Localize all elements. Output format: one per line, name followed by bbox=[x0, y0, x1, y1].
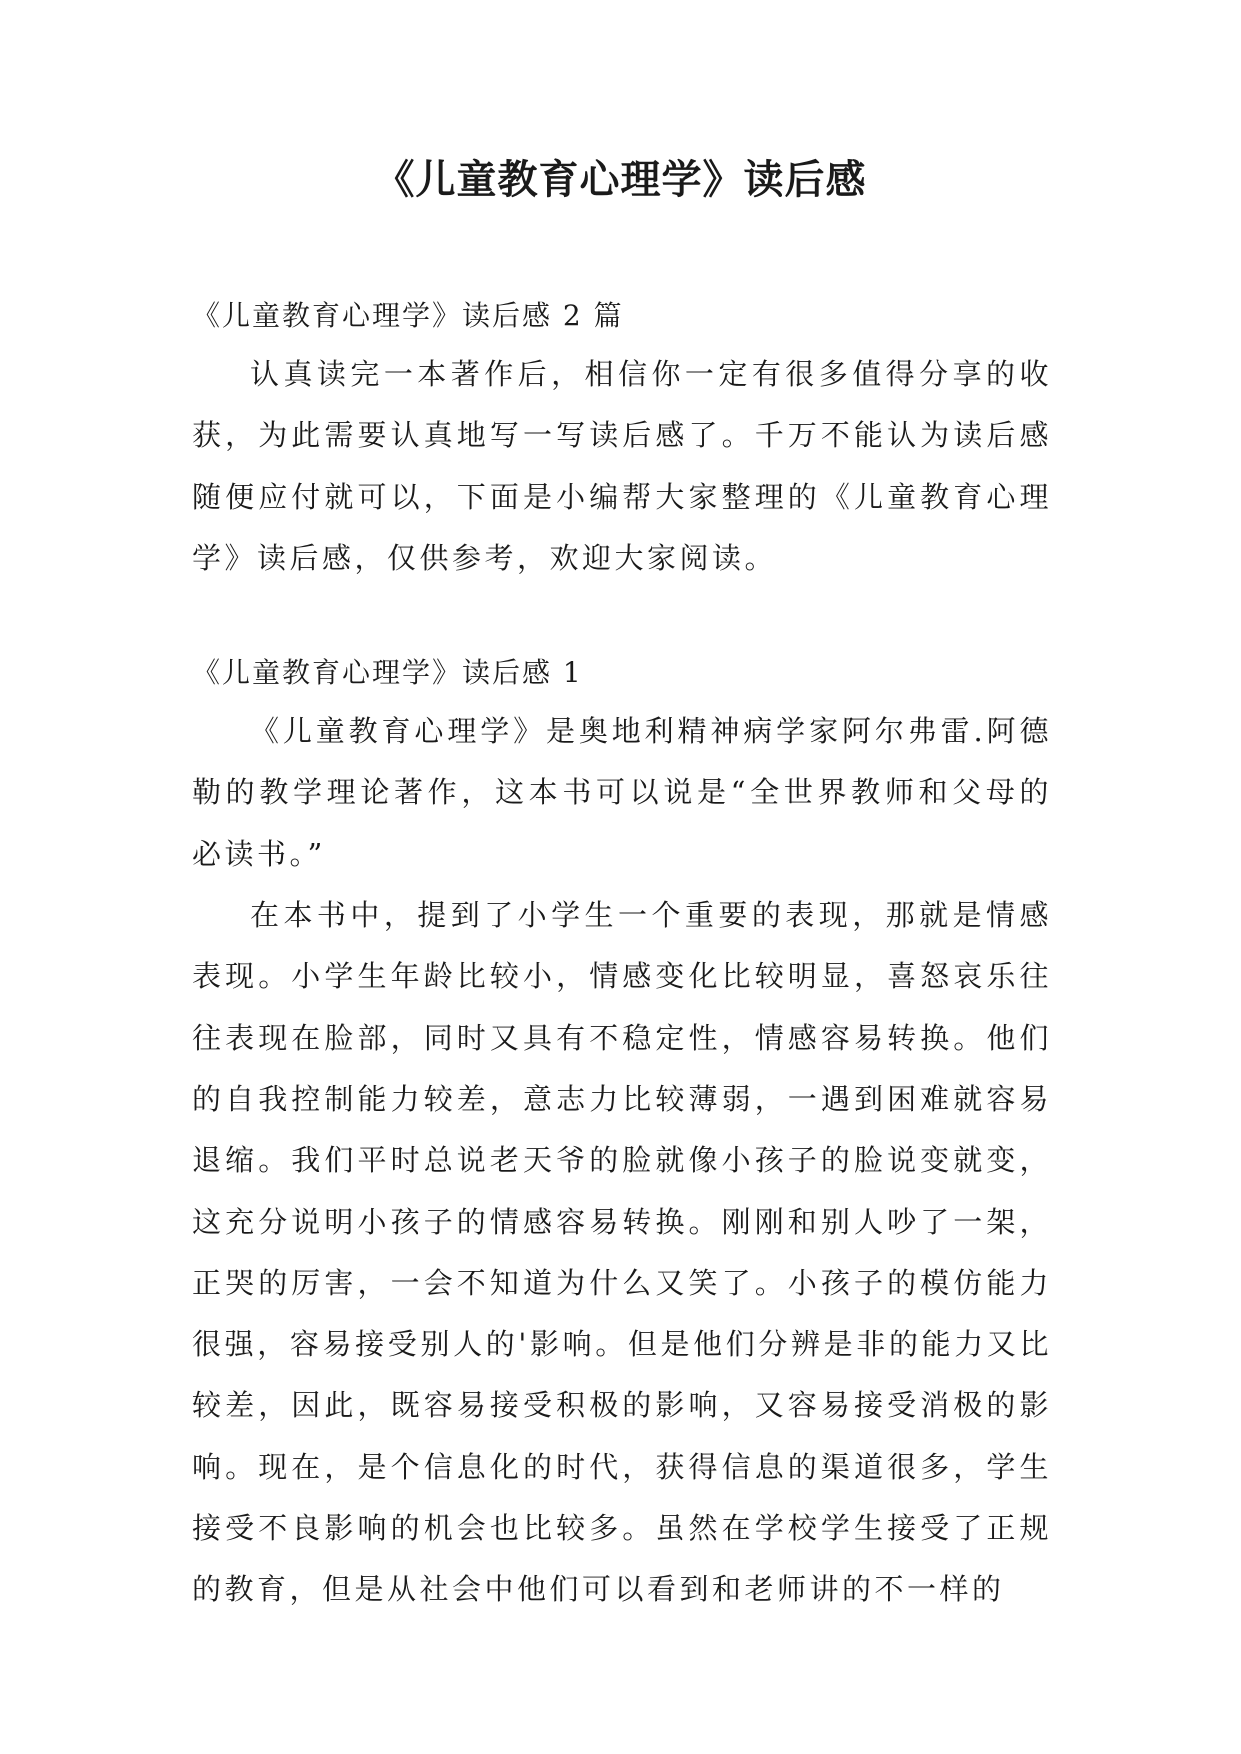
section1-heading: 《儿童教育心理学》读后感 1 bbox=[192, 656, 583, 690]
document-title: 《儿童教育心理学》读后感 bbox=[374, 157, 867, 203]
section1-paragraph-1: 《儿童教育心理学》是奥地利精神病学家阿尔弗雷.阿德勒的教学理论著作，这本书可以说是“全世界教师和父母的必读书。” bbox=[192, 714, 1052, 871]
section1-paragraph-2: 在本书中，提到了小学生一个重要的表现，那就是情感表现。小学生年龄比较小，情感变化比较明显，喜怒哀乐往往表现在脸部，同时又具有不稳定性，情感容易转换。他们的自我控制能力较差，意志力比较薄弱，一遇到困难就容易退缩。我们平时总说老天爷的脸就像小孩子的脸说变就变，这充分说明小孩子的情感容易转换。刚刚和别人吵了一架，正哭的厉害，一会不知道为什么又笑了。小孩子的模仿能力很强，容易接受别人的'影响。但是他们分辨是非的能力又比较差，因此，既容易接受积极的影响，又容易接受消极的影响。现在，是个信息化的时代，获得信息的渠道很多，学生接受不良影响的机会也比较多。虽然在学校学生接受了正规的教育，但是从社会中他们可以看到和老师讲的不一样的 bbox=[192, 898, 1052, 1607]
intro-paragraph: 认真读完一本著作后，相信你一定有很多值得分享的收获，为此需要认真地写一写读后感了。千万不能认为读后感随便应付就可以，下面是小编帮大家整理的《儿童教育心理学》读后感，仅供参考，欢迎大家阅读。 bbox=[192, 357, 1052, 575]
intro-heading: 《儿童教育心理学》读后感 2 篇 bbox=[192, 299, 624, 332]
document-body bbox=[192, 288, 1052, 1621]
section-spacer bbox=[192, 589, 1052, 645]
